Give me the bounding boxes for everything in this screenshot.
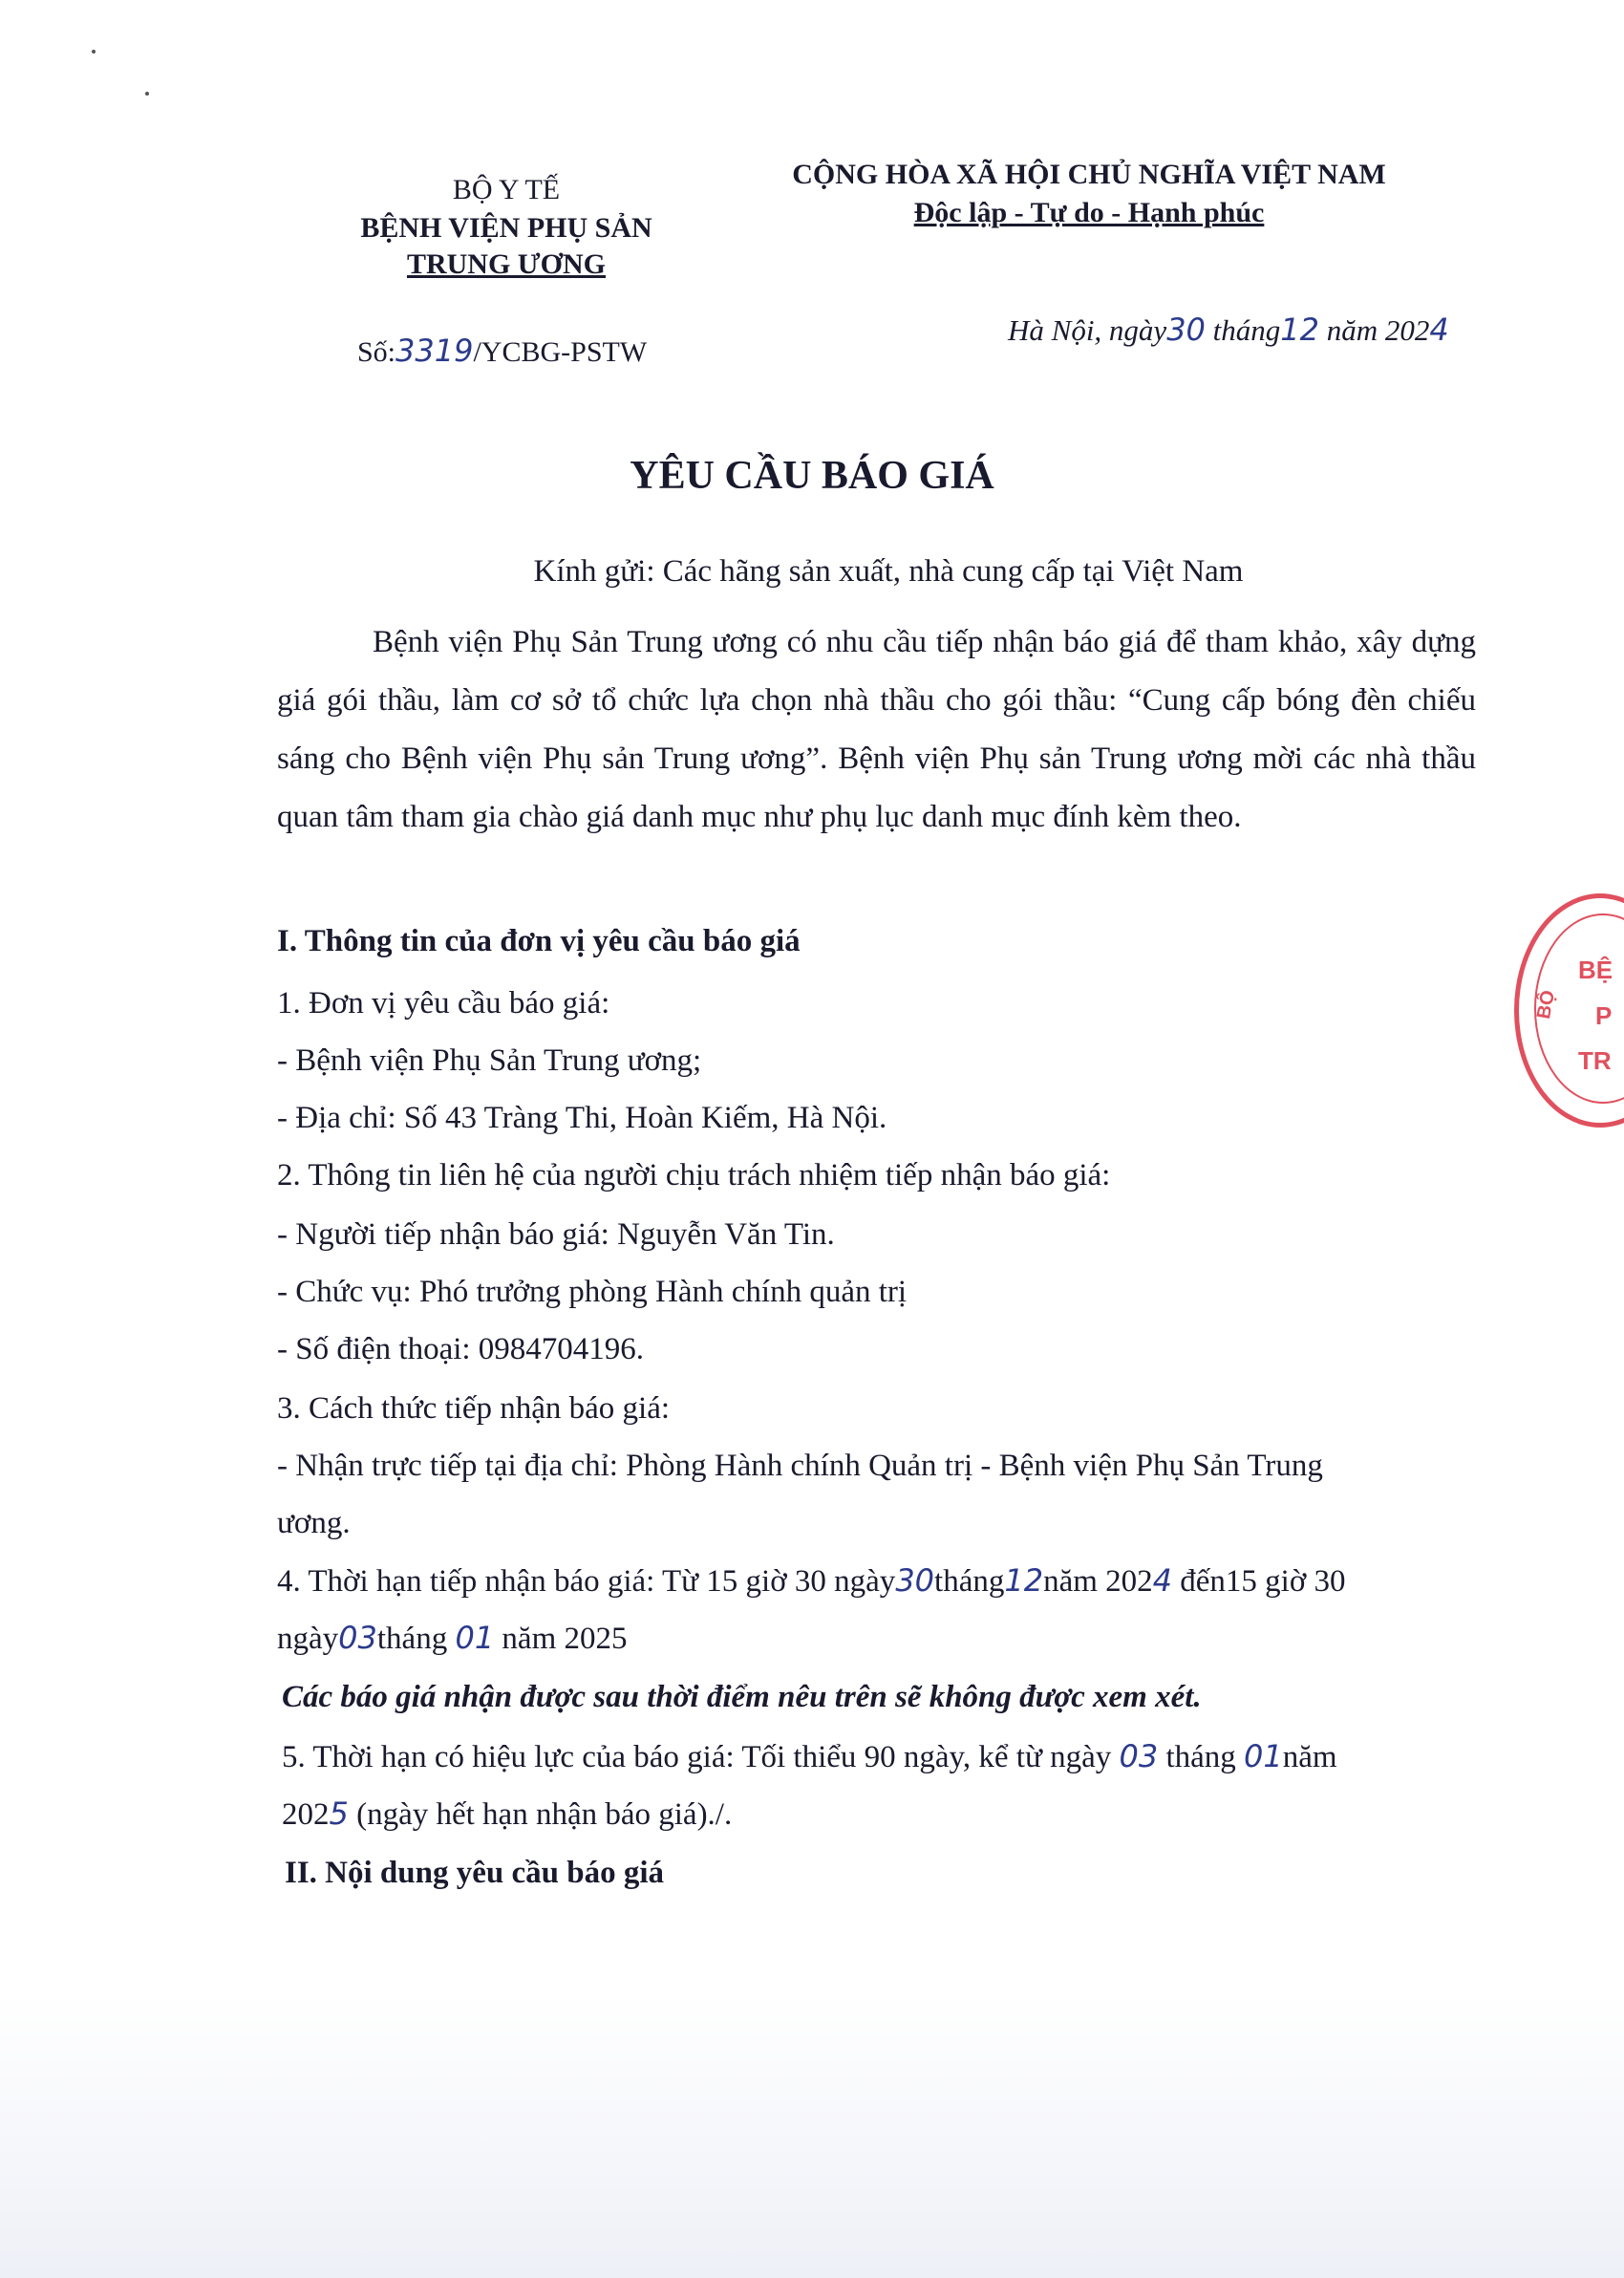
item5-day-handwritten: 03	[1119, 1738, 1159, 1774]
document-number-suffix: /YCBG-PSTW	[473, 336, 648, 368]
intro-text: Bệnh viện Phụ Sản Trung ương có nhu cầu tiếp nhận báo giá để tham khảo, xây dựng giá gói thầu, làm cơ sở tổ chức lựa chọn nhà thầu cho gói thầu: “Cung cấp bóng đèn chiếu sáng cho Bệnh viện Phụ sản Trung ương”. Bệnh viện Phụ sản Trung ương mời các nhà thầu quan tâm tham gia chào giá danh mục như phụ lục danh mục đính kèm theo.	[277, 625, 1476, 834]
document-number-handwritten: 3319	[395, 333, 474, 369]
section1-heading: I. Thông tin của đơn vị yêu cầu báo giá	[277, 924, 801, 958]
national-motto	[745, 193, 1433, 233]
scan-shading	[0, 1991, 1624, 2278]
section1-unit: - Bệnh viện Phụ Sản Trung ương;	[277, 1043, 702, 1078]
item4-month2-handwritten: 01	[455, 1620, 495, 1656]
item5-text-a: 5. Thời hạn có hiệu lực của báo giá: Tối thiểu 90 ngày, kể từ ngày	[282, 1740, 1112, 1774]
recipient-line: Kính gửi: Các hãng sản xuất, nhà cung cấp tại Việt Nam	[533, 554, 1244, 589]
seal-letters-1: BỆ	[1578, 956, 1613, 984]
hospital-name-line2	[315, 245, 697, 285]
item5-month-handwritten: 01	[1244, 1738, 1283, 1774]
hospital-name-line1: BỆNH VIỆN PHỤ SẢN	[360, 212, 652, 244]
hospital-name-line2-text: TRUNG ƯƠNG	[406, 248, 607, 280]
section1-address: - Địa chỉ: Số 43 Tràng Thi, Hoàn Kiếm, Hà Nội.	[277, 1101, 887, 1135]
item5-year-handwritten: 5	[329, 1795, 349, 1832]
scan-speck	[145, 92, 149, 96]
section1-item5-line1	[282, 1728, 1337, 1786]
document-number	[357, 333, 647, 369]
ministry-name: BỘ Y TẾ	[452, 174, 561, 205]
section1-item2: 2. Thông tin liên hệ của người chịu trách nhiệm tiếp nhận báo giá:	[277, 1158, 1111, 1193]
date-year-handwritten: 4	[1429, 312, 1449, 348]
item4-text-g: năm 2025	[494, 1622, 628, 1656]
item4-text-a: 4. Thời hạn tiếp nhận báo giá: Từ 15 giờ 30 ngày	[277, 1564, 896, 1599]
deadline-notice: Các báo giá nhận được sau thời điểm nêu trên sẽ không được xem xét.	[282, 1680, 1202, 1714]
seal-letters-2: P	[1595, 1001, 1613, 1030]
item4-text-b: tháng	[934, 1564, 1005, 1599]
date-year-label: năm 202	[1326, 313, 1430, 347]
date-month-handwritten: 12	[1280, 312, 1319, 348]
date-month-label: tháng	[1212, 313, 1281, 347]
section1-item1: 1. Đơn vị yêu cầu báo giá:	[277, 986, 610, 1021]
section1-item4-line1	[277, 1552, 1346, 1610]
item5-year-prefix: 202	[282, 1797, 330, 1832]
item4-year1-handwritten: 4	[1152, 1562, 1173, 1599]
item4-day1-handwritten: 30	[895, 1562, 935, 1599]
scan-speck	[92, 50, 96, 54]
item4-text-e: ngày	[277, 1622, 339, 1656]
item4-month1-handwritten: 12	[1004, 1562, 1044, 1599]
document-title: YÊU CẦU BÁO GIÁ	[630, 454, 994, 498]
item4-text-c: năm 202	[1043, 1564, 1153, 1599]
official-seal-stamp	[1514, 893, 1624, 1128]
section2-heading: II. Nội dung yêu cầu báo giá	[285, 1856, 665, 1890]
item5-text-b: tháng	[1158, 1740, 1245, 1774]
section1-position: - Chức vụ: Phó trưởng phòng Hành chính quản trị	[277, 1275, 908, 1309]
section1-item3: 3. Cách thức tiếp nhận báo giá:	[277, 1391, 671, 1426]
section1-phone: - Số điện thoại: 0984704196.	[277, 1332, 645, 1366]
document-number-prefix: Số:	[357, 336, 396, 368]
item5-text-d: (ngày hết hạn nhận báo giá)./.	[348, 1797, 733, 1832]
section1-item4-line2	[277, 1609, 628, 1667]
national-motto-text: Độc lập - Tự do - Hạnh phúc	[913, 197, 1265, 228]
item4-text-f: tháng	[376, 1622, 448, 1656]
item4-text-d: đến15 giờ 30	[1172, 1564, 1346, 1599]
item5-text-c: năm	[1282, 1740, 1337, 1774]
seal-letters-4: BỘ	[1533, 988, 1559, 1021]
country-name: CỘNG HÒA XÃ HỘI CHỦ NGHĨA VIỆT NAM	[792, 159, 1386, 190]
intro-paragraph	[277, 613, 1476, 847]
section1-item5-line2	[282, 1785, 732, 1843]
seal-letters-3: TR	[1578, 1046, 1612, 1075]
item4-day2-handwritten: 03	[338, 1620, 377, 1656]
section1-method-line1: - Nhận trực tiếp tại địa chỉ: Phòng Hành chính Quản trị - Bệnh viện Phụ Sản Trung	[277, 1449, 1323, 1483]
date-place: Hà Nội, ngày	[1008, 313, 1167, 347]
date-day-handwritten: 30	[1166, 312, 1206, 348]
document-date	[1008, 312, 1449, 348]
section1-receiver: - Người tiếp nhận báo giá: Nguyễn Văn Tin.	[277, 1217, 835, 1252]
section1-method-line2: ương.	[277, 1506, 351, 1540]
